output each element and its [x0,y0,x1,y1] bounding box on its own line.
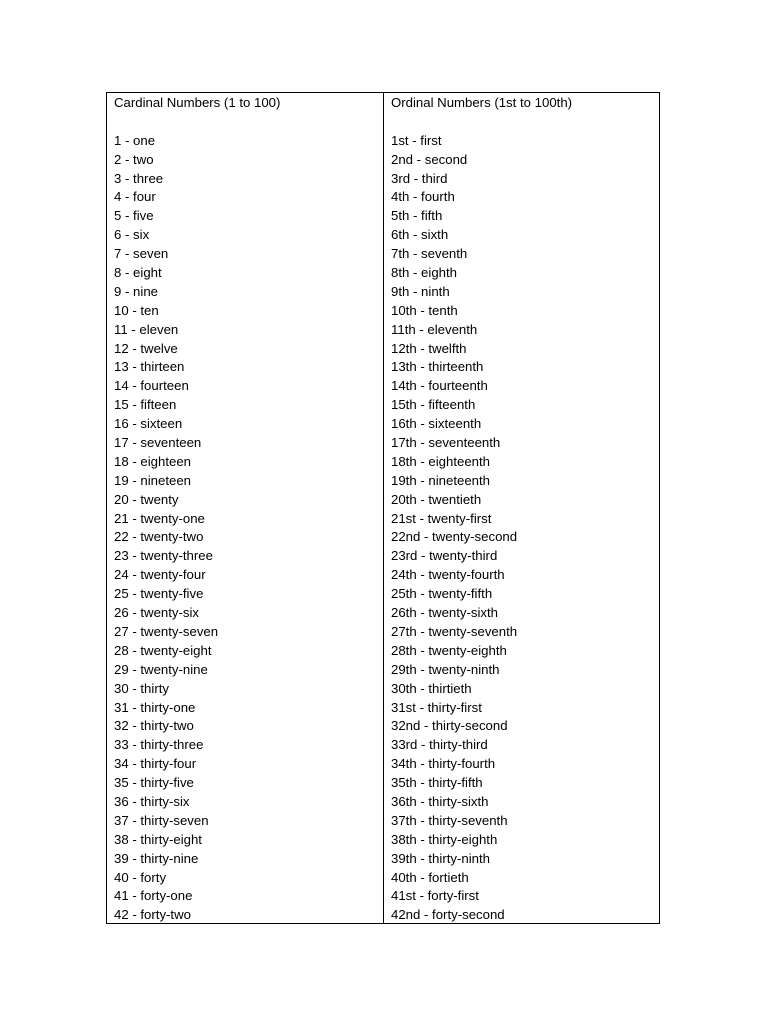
ordinal-entry: 4th - fourth [391,189,455,205]
header-spacer [114,113,383,132]
ordinal-entry: 21st - twenty-first [391,510,492,526]
cardinal-entry: 10 - ten [114,302,159,318]
ordinal-entry: 25th - twenty-fifth [391,586,493,602]
ordinal-entry: 24th - twenty-fourth [391,567,505,583]
cardinal-list [114,132,383,925]
ordinal-entry: 37th - thirty-seventh [391,812,508,828]
ordinal-entry: 35th - thirty-fifth [391,775,483,791]
ordinal-list [391,132,659,925]
ordinal-entry: 41st - forty-first [391,888,479,904]
cardinal-entry: 7 - seven [114,246,169,262]
cardinal-entry: 42 - forty-two [114,907,191,923]
cardinal-entry: 26 - twenty-six [114,605,200,621]
ordinal-entry: 23rd - twenty-third [391,548,498,564]
cardinal-entry: 17 - seventeen [114,435,202,451]
ordinal-entry: 30th - thirtieth [391,680,472,696]
cardinal-entry: 25 - twenty-five [114,586,204,602]
ordinal-entry: 12th - twelfth [391,340,467,356]
cardinal-entry: 23 - twenty-three [114,548,213,564]
cardinal-entry: 38 - thirty-eight [114,831,202,847]
cardinal-entry: 29 - twenty-nine [114,661,208,677]
ordinal-entry: 36th - thirty-sixth [391,793,489,809]
ordinal-entry: 10th - tenth [391,302,458,318]
cardinal-entry: 16 - sixteen [114,416,183,432]
ordinal-entry: 33rd - thirty-third [391,737,488,753]
cardinal-entry: 3 - three [114,170,164,186]
cardinal-entry: 33 - thirty-three [114,737,204,753]
cardinal-entry: 34 - thirty-four [114,756,197,772]
cardinal-entry: 22 - twenty-two [114,529,204,545]
ordinal-entry: 18th - eighteenth [391,453,490,469]
numbers-table [106,92,660,924]
ordinal-entry: 22nd - twenty-second [391,529,518,545]
cardinal-entry: 11 - eleven [114,321,179,337]
cardinal-entry: 15 - fifteen [114,397,177,413]
ordinal-entry: 42nd - forty-second [391,907,505,923]
cardinal-entry: 37 - thirty-seven [114,812,209,828]
cardinal-entry: 32 - thirty-two [114,718,194,734]
cardinal-entry: 2 - two [114,151,154,167]
cardinal-entry: 18 - eighteen [114,453,191,469]
cardinal-entry: 20 - twenty [114,491,179,507]
ordinal-entry: 26th - twenty-sixth [391,605,499,621]
cardinal-entry: 4 - four [114,189,156,205]
ordinal-entry: 29th - twenty-ninth [391,661,500,677]
ordinal-entry: 40th - fortieth [391,869,469,885]
ordinal-entry: 1st - first [391,132,442,148]
ordinal-header: Ordinal Numbers (1st to 100th) [391,95,573,110]
cardinal-entry: 1 - one [114,132,156,148]
ordinal-entry: 27th - twenty-seventh [391,623,518,639]
cardinal-entry: 5 - five [114,208,154,224]
cardinal-entry: 40 - forty [114,869,167,885]
ordinal-entry: 17th - seventeenth [391,435,501,451]
cardinal-header: Cardinal Numbers (1 to 100) [114,95,281,110]
ordinal-entry: 2nd - second [391,151,468,167]
ordinal-entry: 14th - fourteenth [391,378,488,394]
ordinal-entry: 38th - thirty-eighth [391,831,498,847]
cardinal-entry: 36 - thirty-six [114,793,190,809]
ordinal-column [384,93,659,923]
ordinal-entry: 19th - nineteenth [391,472,490,488]
ordinal-entry: 15th - fifteenth [391,397,476,413]
cardinal-entry: 24 - twenty-four [114,567,206,583]
ordinal-entry: 39th - thirty-ninth [391,850,490,866]
cardinal-entry: 31 - thirty-one [114,699,196,715]
ordinal-entry: 34th - thirty-fourth [391,756,496,772]
ordinal-entry: 3rd - third [391,170,448,186]
ordinal-entry: 16th - sixteenth [391,416,482,432]
header-spacer [391,113,659,132]
cardinal-entry: 39 - thirty-nine [114,850,199,866]
cardinal-entry: 41 - forty-one [114,888,193,904]
cardinal-column [107,93,384,923]
ordinal-entry: 8th - eighth [391,265,457,281]
ordinal-entry: 6th - sixth [391,227,449,243]
ordinal-entry: 20th - twentieth [391,491,482,507]
cardinal-entry: 27 - twenty-seven [114,623,219,639]
cardinal-entry: 12 - twelve [114,340,178,356]
ordinal-entry: 28th - twenty-eighth [391,642,507,658]
cardinal-entry: 21 - twenty-one [114,510,205,526]
cardinal-entry: 19 - nineteen [114,472,191,488]
cardinal-entry: 8 - eight [114,265,162,281]
ordinal-entry: 5th - fifth [391,208,443,224]
ordinal-entry: 32nd - thirty-second [391,718,508,734]
ordinal-entry: 11th - eleventh [391,321,478,337]
cardinal-entry: 30 - thirty [114,680,169,696]
cardinal-entry: 9 - nine [114,283,158,299]
cardinal-entry: 14 - fourteen [114,378,189,394]
ordinal-entry: 31st - thirty-first [391,699,482,715]
cardinal-entry: 6 - six [114,227,150,243]
cardinal-entry: 13 - thirteen [114,359,185,375]
ordinal-entry: 7th - seventh [391,246,468,262]
cardinal-entry: 28 - twenty-eight [114,642,212,658]
ordinal-entry: 13th - thirteenth [391,359,484,375]
ordinal-entry: 9th - ninth [391,283,450,299]
cardinal-entry: 35 - thirty-five [114,775,194,791]
